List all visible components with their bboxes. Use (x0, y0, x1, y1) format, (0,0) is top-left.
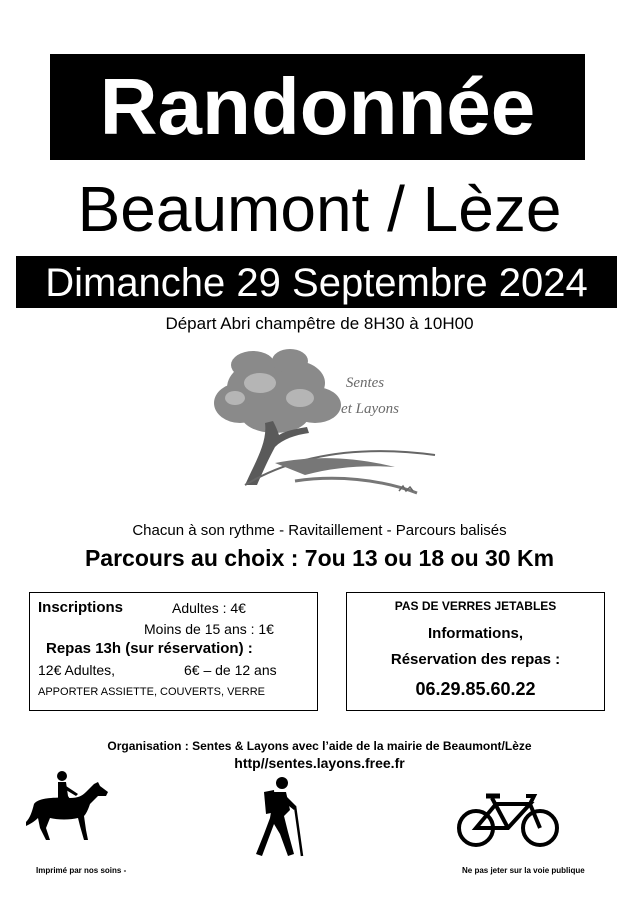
informations-label: Informations, (427, 625, 523, 642)
page-title: Randonnée (50, 54, 585, 160)
no-disposable-glasses: PAS DE VERRES JETABLES (394, 599, 557, 613)
organisation-text: Organisation : Sentes & Layons avec l’aide de la mairie de Beaumont/Lèze (107, 739, 532, 753)
price-moins-15: Moins de 15 ans : 1€ (144, 621, 274, 637)
page-subtitle: Beaumont / Lèze (77, 173, 562, 245)
logo-text-line2: et Layons (341, 401, 399, 417)
repas-adultes: 12€ Adultes, (38, 662, 116, 678)
tree-logo-icon (205, 343, 445, 503)
phone-number: 06.29.85.60.22 (415, 679, 536, 699)
repas-enfants: 6€ – de 12 ans (184, 662, 277, 678)
horse-rider-icon (24, 770, 114, 842)
hiker-icon (254, 776, 310, 858)
inscriptions-box (29, 592, 318, 711)
repas-reservation: (sur réservation) : (121, 640, 253, 657)
info-box (346, 592, 605, 711)
repas-label: Repas 13h (46, 640, 122, 657)
event-date: Dimanche 29 Septembre 2024 (16, 256, 617, 308)
printed-note: Imprimé par nos soins - (36, 866, 127, 875)
bicycle-icon (456, 792, 562, 850)
litter-note: Ne pas jeter sur la voie publique (462, 866, 585, 875)
website-link[interactable]: http//sentes.layons.free.fr (234, 755, 405, 771)
parcours-choice: Parcours au choix : 7ou 13 ou 18 ou 30 Km (84, 545, 555, 571)
logo-text-line1: Sentes (345, 375, 385, 391)
price-adultes: Adultes : 4€ (172, 600, 246, 616)
departure-info: Départ Abri champêtre de 8H30 à 10H00 (165, 314, 474, 333)
apporter-note: APPORTER ASSIETTE, COUVERTS, VERRE (38, 686, 265, 698)
inscriptions-label: Inscriptions (38, 599, 124, 616)
club-logo (205, 343, 445, 503)
tagline: Chacun à son rythme - Ravitaillement - Parcours balisés (132, 522, 507, 539)
reservation-label: Réservation des repas : (390, 651, 561, 668)
repas-line (46, 640, 253, 657)
